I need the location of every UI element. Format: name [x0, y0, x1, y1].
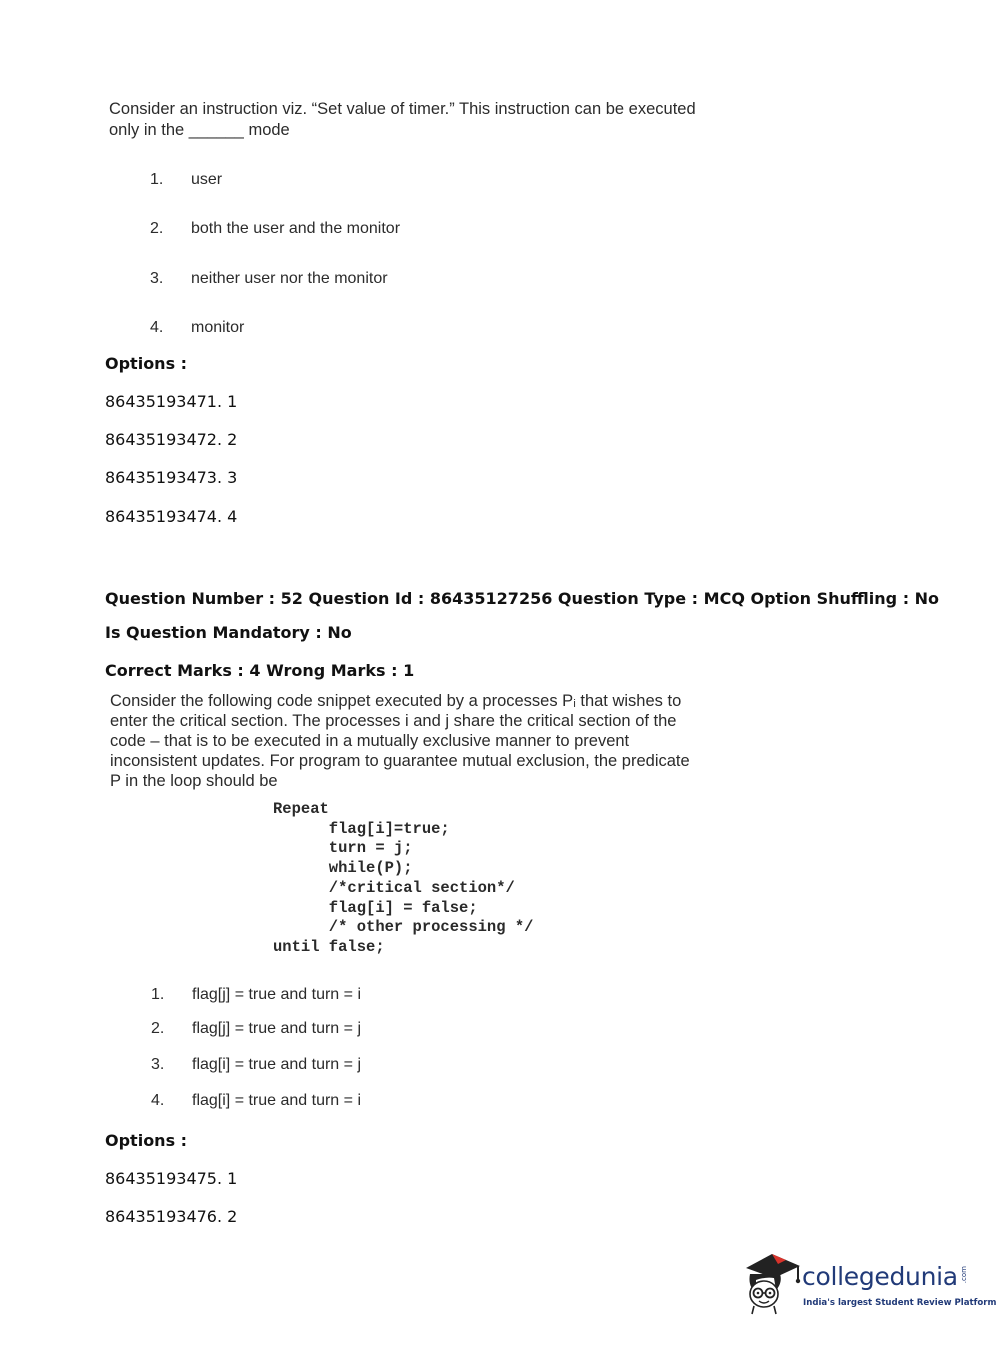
- choice-number: 4.: [151, 1092, 165, 1109]
- logo-com-suffix: .com: [960, 1266, 968, 1284]
- code-line: Repeat: [273, 800, 329, 818]
- q52-marks-line: Correct Marks : 4 Wrong Marks : 1: [105, 661, 415, 680]
- q52-code-snippet: [273, 800, 533, 958]
- code-line: turn = j;: [273, 839, 413, 858]
- option-id: 86435193471. 1: [105, 392, 238, 411]
- code-line: /* other processing */: [273, 918, 534, 937]
- option-id: 86435193475. 1: [105, 1169, 238, 1188]
- collegedunia-logo: [742, 1250, 997, 1320]
- choice-number: 2.: [151, 1020, 165, 1037]
- code-line: while(P);: [273, 859, 413, 878]
- option-id: 86435193474. 4: [105, 507, 238, 526]
- q52-mandatory-line: Is Question Mandatory : No: [105, 623, 352, 642]
- q52-text-line: code – that is to be executed in a mutually exclusive manner to prevent: [110, 732, 630, 750]
- choice-number: 1.: [151, 986, 165, 1003]
- code-line: until false;: [273, 937, 385, 956]
- choice-text: flag[i] = true and turn = j: [192, 1056, 361, 1073]
- choice-text: both the user and the monitor: [191, 220, 401, 237]
- choice-text: user: [191, 171, 223, 188]
- choice-text: flag[i] = true and turn = i: [192, 1092, 361, 1109]
- q52-question-text: [110, 691, 720, 791]
- q51-text-line-1: Consider an instruction viz. “Set value of timer.” This instruction can be executed: [109, 100, 696, 118]
- option-id: 86435193473. 3: [105, 468, 238, 487]
- choice-number: 1.: [150, 171, 164, 188]
- code-line: flag[i] = false;: [273, 898, 478, 917]
- mascot-icon: [742, 1250, 802, 1316]
- code-line: flag[i]=true;: [273, 819, 450, 838]
- logo-wordmark: collegedunia: [802, 1262, 958, 1291]
- choice-number: 4.: [150, 319, 164, 336]
- choice-number: 3.: [150, 270, 164, 287]
- logo-tagline: India's largest Student Review Platform: [803, 1298, 997, 1308]
- choice-number: 3.: [151, 1056, 165, 1073]
- option-id: 86435193476. 2: [105, 1207, 238, 1226]
- choice-text: flag[j] = true and turn = i: [192, 986, 361, 1003]
- option-id: 86435193472. 2: [105, 430, 238, 449]
- q51-options-label: Options :: [105, 354, 188, 373]
- choice-text: neither user nor the monitor: [191, 270, 388, 287]
- q52-text-line: enter the critical section. The processes i and j share the critical section of the: [110, 712, 677, 730]
- choice-text: monitor: [191, 319, 245, 336]
- q52-options-label: Options :: [105, 1131, 188, 1150]
- q52-text-line: inconsistent updates. For program to guarantee mutual exclusion, the predicate: [110, 752, 690, 770]
- code-line: /*critical section*/: [273, 878, 515, 897]
- q52-text-line: Consider the following code snippet executed by a processes Pᵢ that wishes to: [110, 692, 682, 710]
- choice-number: 2.: [150, 220, 164, 237]
- q51-text-line-2: only in the ______ mode: [109, 121, 290, 139]
- choice-text: flag[j] = true and turn = j: [192, 1020, 361, 1037]
- q52-text-line: P in the loop should be: [110, 772, 278, 790]
- q52-header-line: Question Number : 52 Question Id : 86435127256 Question Type : MCQ Option Shuffling : No: [105, 589, 940, 608]
